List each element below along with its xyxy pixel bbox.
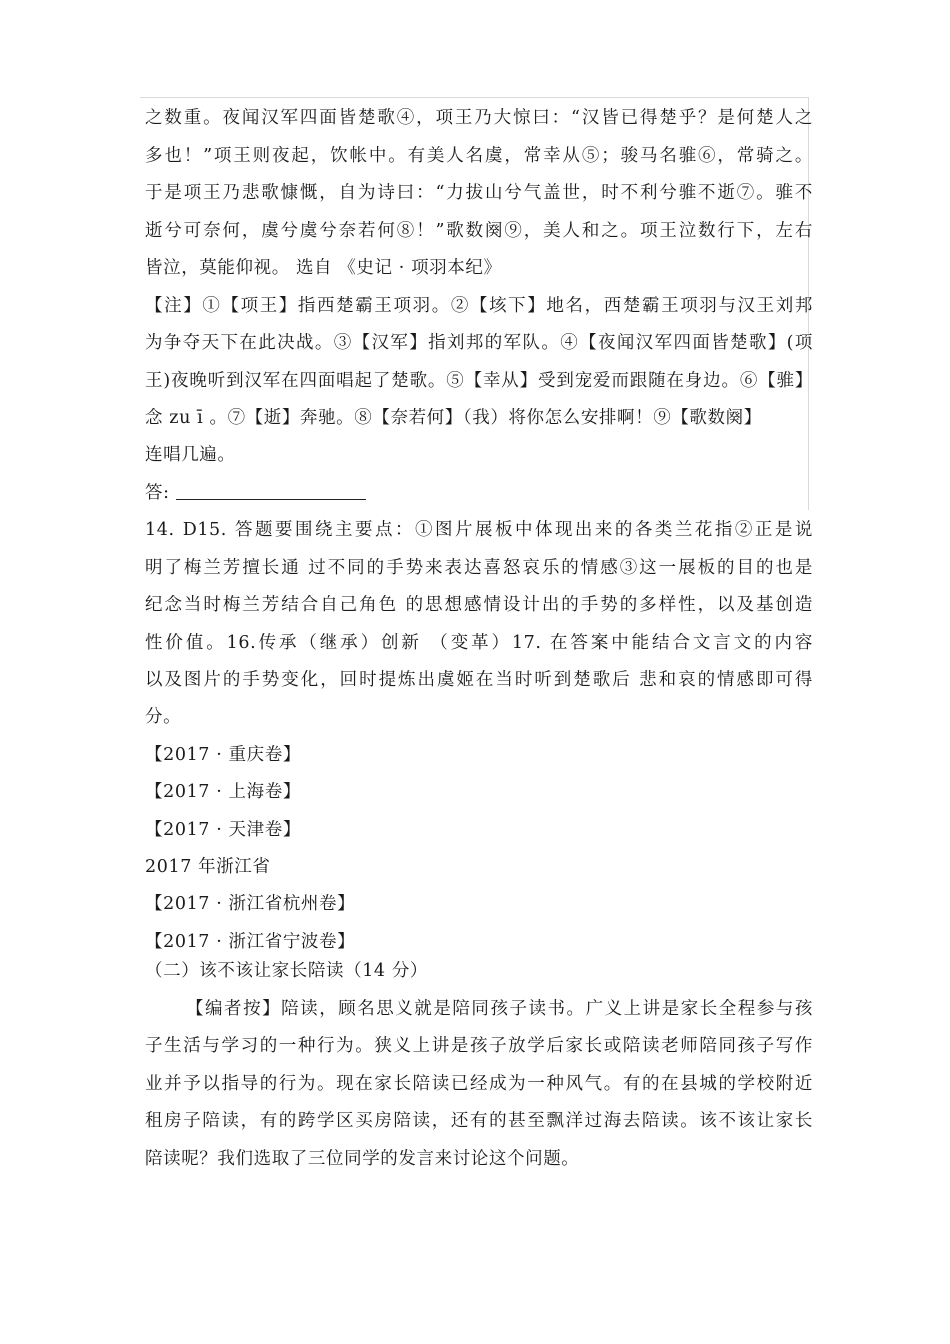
section-title: （二）该不该让家长陪读（14 分） xyxy=(145,961,429,981)
exam-heading: 【2017 · 重庆卷】 xyxy=(145,745,301,765)
answer-line: 明了梅兰芳擅长通 过不同的手势来表达喜怒哀乐的情感③这一展板的目的也是 xyxy=(145,558,813,578)
exam-heading: 【2017 · 上海卷】 xyxy=(145,782,301,802)
editor-line: 【编者按】陪读，顾名思义就是陪同孩子读书。广义上讲是家长全程参与孩 xyxy=(186,999,813,1019)
answer-line: 纪念当时梅兰芳结合自己角色 的思想感情设计出的手势的多样性，以及基创造 xyxy=(145,595,813,615)
answer-blank xyxy=(145,482,366,504)
passage-line: 之数重。夜闻汉军四面皆楚歌④，项王乃大惊曰：“汉皆已得楚乎？是何楚人之 xyxy=(145,108,813,128)
note-line: 连唱几遍。 xyxy=(145,445,236,465)
note-line: 念 zu ī 。⑦【逝】奔驰。⑧【奈若何】（我）将你怎么安排啊！⑨【歌数阕】 xyxy=(145,408,762,428)
passage-source: 皆泣，莫能仰视。 选自 《史记 · 项羽本纪》 xyxy=(145,258,502,278)
passage-line: 逝兮可奈何，虞兮虞兮奈若何⑧！”歌数阕⑨，美人和之。项王泣数行下，左右 xyxy=(145,221,813,241)
editor-line: 租房子陪读，有的跨学区买房陪读，还有的甚至飘洋过海去陪读。该不该让家长 xyxy=(145,1111,813,1131)
exam-heading: 【2017 · 浙江省宁波卷】 xyxy=(145,932,356,952)
answer-label: 答: xyxy=(145,483,170,503)
editor-line: 业并予以指导的行为。现在家长陪读已经成为一种风气。有的在县城的学校附近 xyxy=(145,1074,813,1094)
note-line: 王)夜晚听到汉军在四面唱起了楚歌。⑤【幸从】受到宠爱而跟随在身边。⑥【骓】 xyxy=(145,371,813,391)
passage-line: 多也！”项王则夜起，饮帐中。有美人名虞，常幸从⑤；骏马名骓⑥，常骑之。 xyxy=(145,146,813,166)
editor-line: 陪读呢？我们选取了三位同学的发言来讨论这个问题。 xyxy=(145,1149,580,1169)
note-line: 【注】①【项王】指西楚霸王项羽。②【垓下】地名，西楚霸王项羽与汉王刘邦 xyxy=(145,296,813,316)
exam-heading: 【2017 · 天津卷】 xyxy=(145,820,301,840)
editor-line: 子生活与学习的一种行为。狭义上讲是孩子放学后家长或陪读老师陪同孩子写作 xyxy=(145,1036,813,1056)
passage-line: 于是项王乃悲歌慷慨，自为诗曰：“力拔山兮气盖世，时不利兮骓不逝⑦。骓不 xyxy=(145,183,813,203)
exam-heading: 2017 年浙江省 xyxy=(145,857,271,877)
answer-line: 以及图片的手势变化，回时提炼出虞姬在当时听到楚歌后 悲和哀的情感即可得 xyxy=(145,670,813,690)
answer-underline xyxy=(176,483,366,500)
exam-heading: 【2017 · 浙江省杭州卷】 xyxy=(145,894,356,914)
answer-line: 14. D15. 答题要围绕主要点：①图片展板中体现出来的各类兰花指②正是说 xyxy=(145,520,813,540)
note-line: 为争夺天下在此决战。③【汉军】指刘邦的军队。④【夜闻汉军四面皆楚歌】(项 xyxy=(145,333,813,353)
answer-line: 性价值。16.传承（继承）创新 （变革）17. 在答案中能结合文言文的内容 xyxy=(145,633,813,653)
answer-line: 分。 xyxy=(145,707,182,727)
